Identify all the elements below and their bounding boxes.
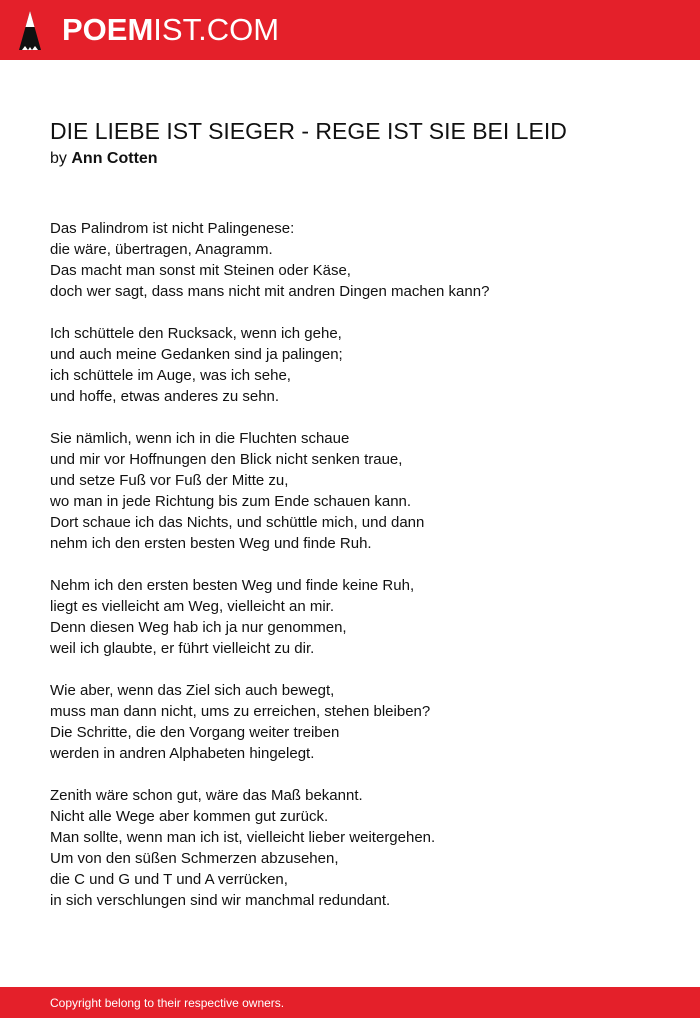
poem-line: ich schüttele im Auge, was ich sehe, — [50, 367, 291, 384]
poem-line: wo man in jede Richtung bis zum Ende schauen kann. — [50, 493, 412, 510]
site-logo[interactable] — [62, 10, 279, 50]
poem-title: DIE LIEBE IST SIEGER - REGE IST SIE BEI LEID — [50, 118, 567, 144]
stanza — [50, 218, 670, 302]
stanza — [50, 785, 670, 911]
poem-line: weil ich glaubte, er führt vielleicht zu dir. — [50, 640, 315, 657]
poem-line: Das Palindrom ist nicht Palingenese: — [50, 220, 295, 237]
poem-line: liegt es vielleicht am Weg, vielleicht an mir. — [50, 598, 335, 615]
poem-line: doch wer sagt, dass mans nicht mit andren Dingen machen kann? — [50, 283, 490, 300]
author-name: Ann Cotten — [71, 150, 158, 167]
poem-line: Nehm ich den ersten besten Weg und finde keine Ruh, — [50, 577, 415, 594]
stanza — [50, 323, 670, 407]
poem-line: Um von den süßen Schmerzen abzusehen, — [50, 850, 339, 867]
poem-line: Das macht man sonst mit Steinen oder Käse, — [50, 262, 351, 279]
pencil-logo-icon[interactable] — [18, 10, 42, 52]
poem-line: und auch meine Gedanken sind ja palingen; — [50, 346, 343, 363]
poem-line: die wäre, übertragen, Anagramm. — [50, 241, 273, 258]
site-header — [0, 0, 700, 60]
poem-line: Sie nämlich, wenn ich in die Fluchten schaue — [50, 430, 350, 447]
poem-line: Dort schaue ich das Nichts, und schüttle mich, und dann — [50, 514, 425, 531]
stanza — [50, 680, 670, 764]
poem-line: und hoffe, etwas anderes zu sehn. — [50, 388, 280, 405]
poem-line: Die Schritte, die den Vorgang weiter treiben — [50, 724, 340, 741]
logo-text-light: IST.COM — [153, 12, 280, 47]
poem-line: Nicht alle Wege aber kommen gut zurück. — [50, 808, 329, 825]
poem-line: Ich schüttele den Rucksack, wenn ich gehe, — [50, 325, 342, 342]
site-footer — [0, 987, 700, 1018]
poem-line: und mir vor Hoffnungen den Blick nicht senken traue, — [50, 451, 403, 468]
poem-line: Zenith wäre schon gut, wäre das Maß bekannt. — [50, 787, 363, 804]
stanza — [50, 575, 670, 659]
poem-line: in sich verschlungen sind wir manchmal redundant. — [50, 892, 391, 909]
byline — [50, 148, 158, 170]
poem-line: und setze Fuß vor Fuß der Mitte zu, — [50, 472, 289, 489]
poem-line: muss man dann nicht, ums zu erreichen, stehen bleiben? — [50, 703, 431, 720]
logo-text-bold: POEM — [62, 12, 154, 47]
poem-line: nehm ich den ersten besten Weg und finde Ruh. — [50, 535, 372, 552]
stanza — [50, 428, 670, 554]
poem-body — [50, 218, 670, 932]
poem-line: die C und G und T und A verrücken, — [50, 871, 288, 888]
copyright-notice: Copyright belong to their respective owners. — [50, 996, 285, 1010]
poem-line: werden in andren Alphabeten hingelegt. — [50, 745, 315, 762]
poem-line: Denn diesen Weg hab ich ja nur genommen, — [50, 619, 347, 636]
poem-line: Wie aber, wenn das Ziel sich auch bewegt, — [50, 682, 335, 699]
poem-line: Man sollte, wenn man ich ist, vielleicht lieber weitergehen. — [50, 829, 436, 846]
byline-prefix: by — [50, 150, 67, 167]
